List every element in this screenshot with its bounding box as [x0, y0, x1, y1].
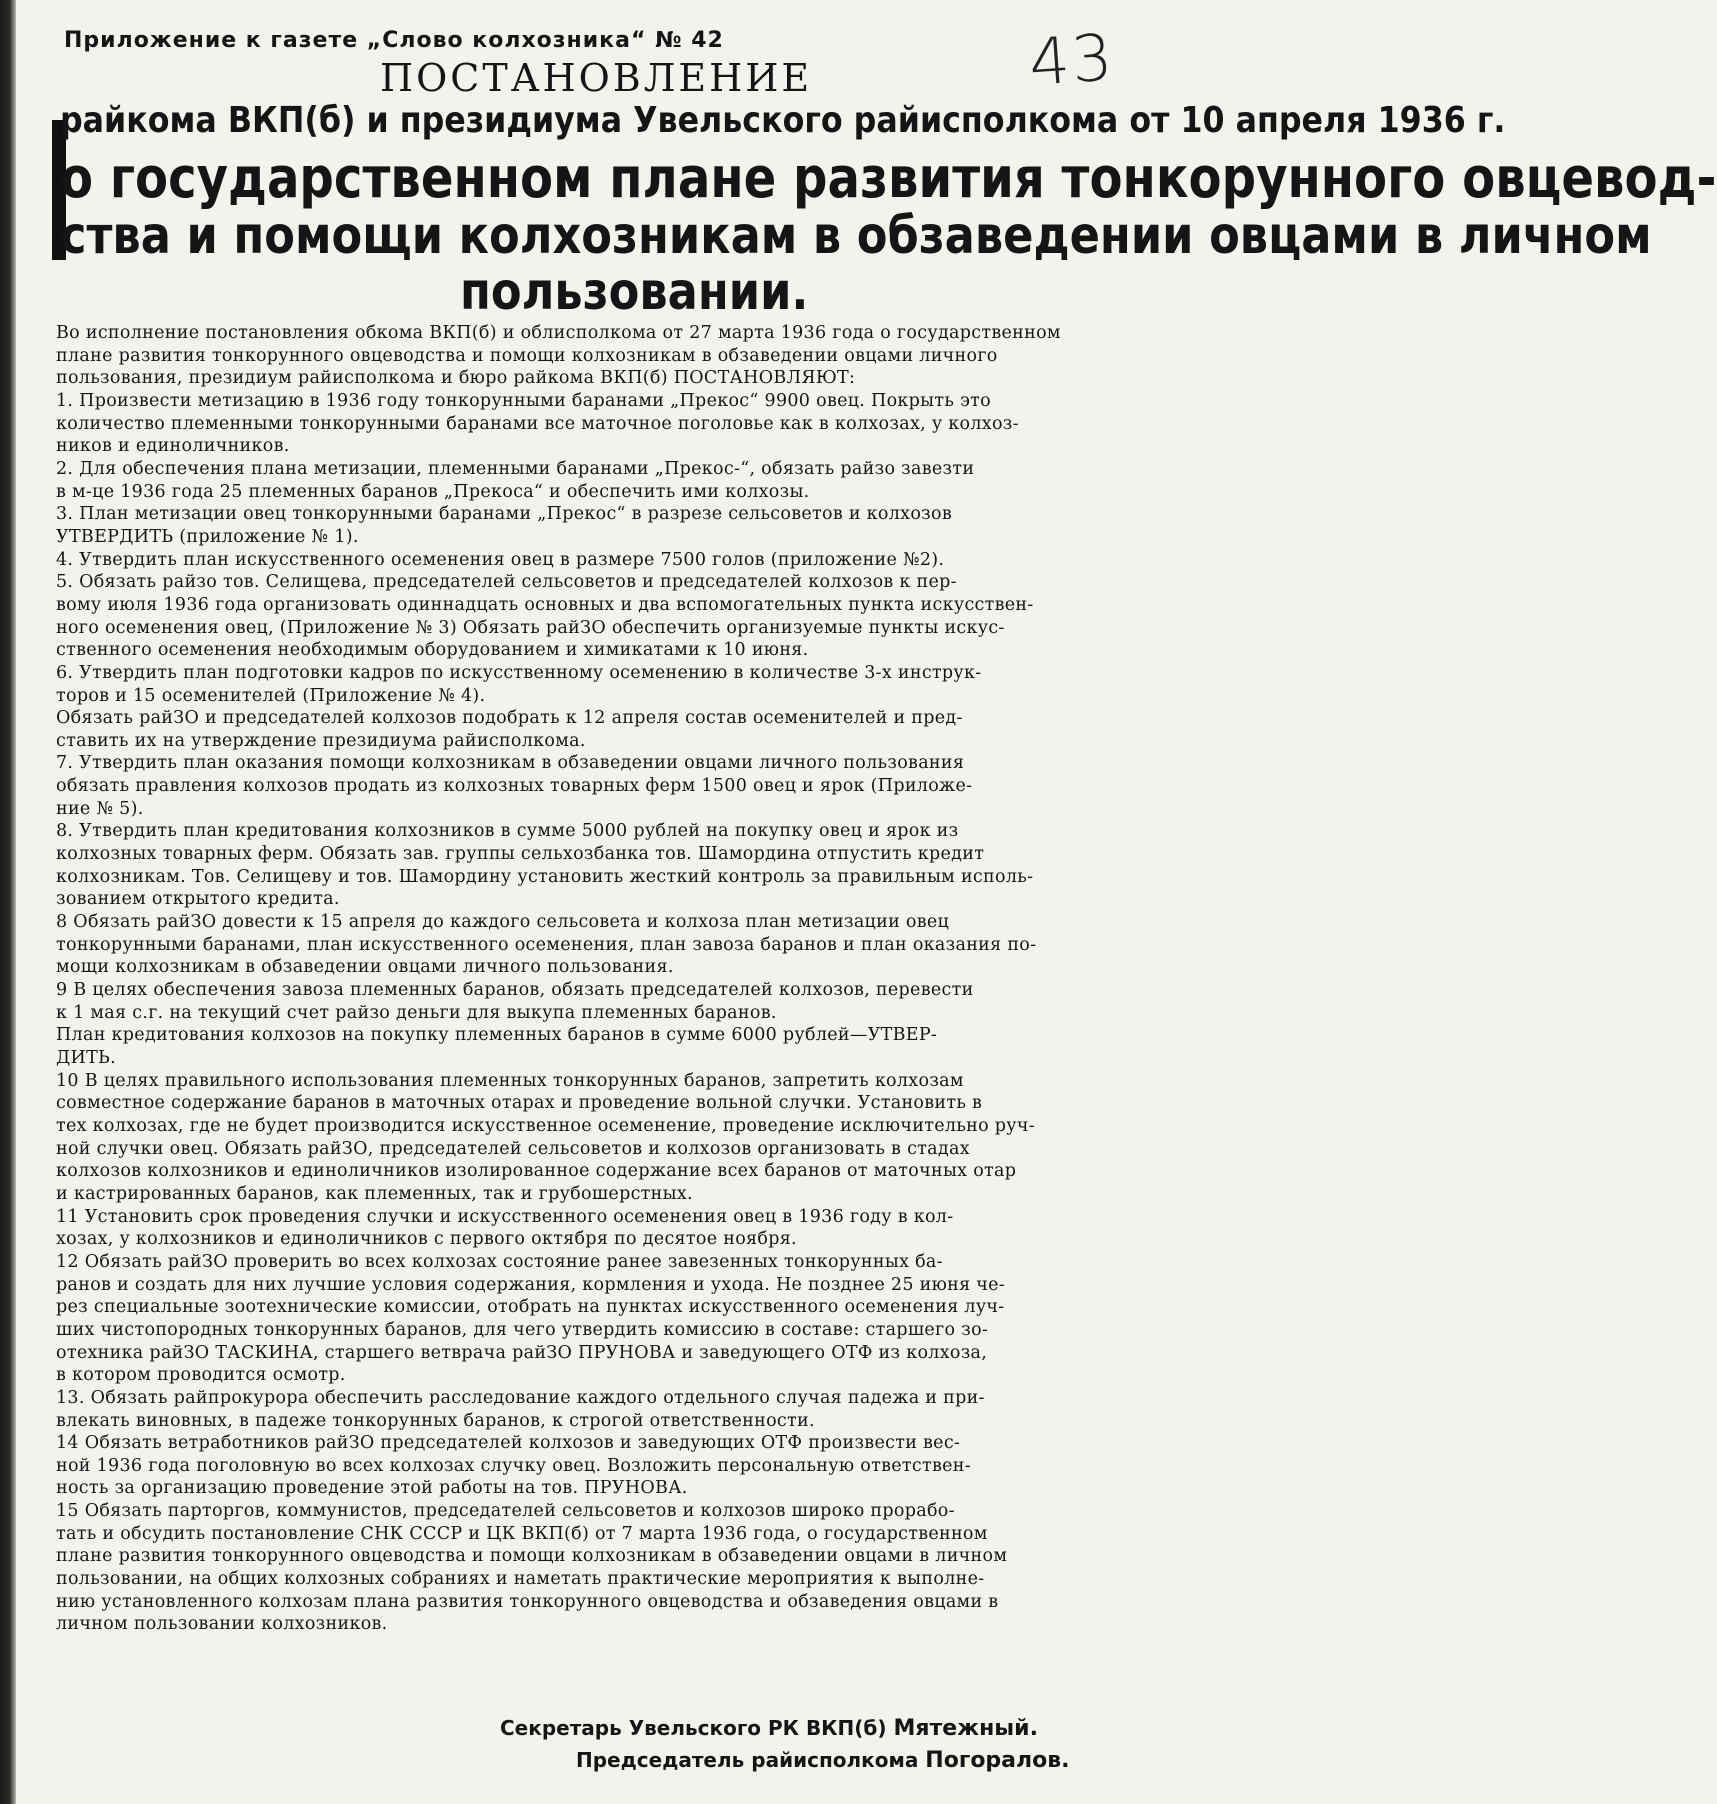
body-line: тонкорунными баранами, план искусственного осеменения, план завоза баранов и план оказания по- [56, 934, 1037, 955]
body-line: пользовании, на общих колхозных собраниях и наметать практические мероприятия к выполне- [56, 1569, 985, 1590]
body-line: колхозных товарных ферм. Обязать зав. группы сельхозбанка тов. Шамордина отпустить кредит [56, 844, 985, 865]
body-line: хозах, у колхозников и единоличников с первого октября по десятое ноября. [56, 1229, 797, 1250]
body-line: плане развития тонкорунного овцеводства и помощи колхозникам в обзаведении овцами в личном [56, 1546, 1008, 1567]
body-line: 1. Произвести метизацию в 1936 году тонкорунными баранами „Прекос“ 9900 овец. Покрыть это [56, 390, 991, 411]
body-line: в м-це 1936 года 25 племенных баранов „Прекоса“ и обеспечить ими колхозы. [56, 481, 810, 502]
body-line: 8 Обязать райЗО довести к 15 апреля до каждого сельсовета и колхоза план метизации овец [56, 912, 950, 933]
body-line: 8. Утвердить план кредитования колхозников в сумме 5000 рублей на покупку овец и ярок из [56, 821, 959, 842]
body-line: ственного осеменения необходимым оборудованием и химикатами к 10 июня. [56, 640, 809, 661]
body-line: ших чистопородных тонкорунных баранов, для чего утвердить комиссию в составе: старшего зо- [56, 1319, 989, 1340]
body-line: ной случки овец. Обязать райЗО, председателей сельсоветов и колхозов организовать в стадах [56, 1138, 970, 1159]
body-line: 5. Обязать райзо тов. Селищева, председателей сельсоветов и председателей колхозов к пер- [56, 572, 957, 593]
body-line: зованием открытого кредита. [56, 889, 340, 910]
body-line: 9 В целях обеспечения завоза племенных баранов, обязать председателей колхозов, перевести [56, 980, 974, 1001]
body-line: ДИТЬ. [56, 1048, 117, 1068]
body-line: 11 Установить срок проведения случки и искусственного осеменения овец в 1936 году в кол- [56, 1206, 954, 1227]
body-line: тех колхозах, где не будет производится искусственное осеменение, проведение исключительно руч- [56, 1115, 1035, 1136]
body-line: 12 Обязать райЗО проверить во всех колхозах состояние ранее завезенных тонкорунных ба- [56, 1251, 943, 1272]
body-line: в котором проводится осмотр. [56, 1365, 346, 1386]
body-line: 10 В целях правильного использования племенных тонкорунных баранов, запретить колхозам [56, 1070, 964, 1091]
body-line: количество племенными тонкорунными баранами все маточное поголовье как в колхозах, у колхоз- [56, 413, 1019, 434]
signature-secretary [500, 1716, 1038, 1741]
body-line: 13. Обязать райпрокурора обеспечить расследование каждого отдельного случая падежа и при- [56, 1387, 985, 1408]
body-line: ной 1936 года поголовную во всех колхозах случку овец. Возложить персональную ответствен- [56, 1455, 971, 1476]
body-line: торов и 15 осеменителей (Приложение № 4). [56, 685, 486, 706]
body-line: УТВЕРДИТЬ (приложение № 1). [56, 526, 359, 547]
signature-chairman [576, 1748, 1070, 1773]
body-line: ность за организацию проведение этой работы на тов. ПРУНОВА. [56, 1478, 688, 1499]
body-line: вому июля 1936 года организовать одиннадцать основных и два вспомогательных пункта искусствен- [56, 594, 1034, 615]
subject-line-2: ства и помощи колхозникам в обзаведении овцами в личном [60, 206, 1652, 266]
body-line: и кастрированных баранов, как племенных, так и грубошерстных. [56, 1183, 693, 1204]
body-line: плане развития тонкорунного овцеводства и помощи колхозникам в обзаведении овцами личного [56, 345, 998, 366]
body-line: 4. Утвердить план искусственного осеменения овец в размере 7500 голов (приложение №2). [56, 549, 945, 570]
body-line: 2. Для обеспечения плана метизации, племенными баранами „Прекос-“, обязать райзо завезти [56, 458, 975, 479]
body-line: 3. План метизации овец тонкорунными баранами „Прекос“ в разрезе сельсоветов и колхозов [56, 504, 953, 525]
body-line: тать и обсудить постановление СНК СССР и ЦК ВКП(б) от 7 марта 1936 года, о государственном [56, 1523, 988, 1544]
body-line: к 1 мая с.г. на текущий счет райзо деньги для выкупа племенных баранов. [56, 1002, 777, 1023]
signature-chairman-title: Председатель райисполкома [576, 1748, 919, 1772]
body-line: 14 Обязать ветработников райЗО председателей колхозов и заведующих ОТФ произвести вес- [56, 1433, 961, 1454]
body-line: отехника райЗО ТАСКИНА, старшего ветврача райЗО ПРУНОВА и заведующего ОТФ из колхоза, [56, 1342, 988, 1363]
signature-secretary-name: Мятежный. [893, 1716, 1038, 1741]
body-line: 6. Утвердить план подготовки кадров по искусственному осеменению в количестве 3-х инструк- [56, 662, 982, 683]
body-line: мощи колхозникам в обзаведении овцами личного пользования. [56, 957, 674, 978]
signature-secretary-title: Секретарь Увельского РК ВКП(б) [500, 1716, 887, 1740]
body-line: ние № 5). [56, 798, 144, 819]
signature-chairman-name: Погоралов. [925, 1748, 1070, 1773]
body-line: Обязать райЗО и председателей колхозов подобрать к 12 апреля состав осеменителей и пред- [56, 708, 963, 729]
decree-body [56, 322, 1136, 1636]
body-line: нию установленного колхозам плана развития тонкорунного овцеводства и обзаведения овцами в [56, 1591, 999, 1612]
body-line: ного осеменения овец, (Приложение № 3) Обязать райЗО обеспечить организуемые пункты искус- [56, 617, 1005, 638]
body-line: рез специальные зоотехнические комиссии, отобрать на пунктах искусственного осеменения луч- [56, 1297, 1005, 1318]
body-line: ставить их на утверждение президиума райисполкома. [56, 730, 586, 751]
body-line: ранов и создать для них лучшие условия содержания, кормления и ухода. Не позднее 25 июня че- [56, 1274, 1006, 1295]
subject-line-1: о государственном плане развития тонкорунного овцевод- [60, 146, 1717, 211]
body-line: Во исполнение постановления обкома ВКП(б) и облисполкома от 27 марта 1936 года о государственном [56, 323, 1061, 343]
subject-line-3: пользовании. [460, 262, 809, 322]
body-line: План кредитования колхозов на покупку племенных баранов в сумме 6000 рублей—УТВЕР- [56, 1025, 938, 1046]
body-line: ников и единоличников. [56, 436, 290, 457]
body-line: пользования, президиум райисполкома и бюро райкома ВКП(б) ПОСТАНОВЛЯЮТ: [56, 368, 856, 389]
body-line: обязать правления колхозов продать из колхозных товарных ферм 1500 овец и ярок (Приложе- [56, 776, 973, 797]
document-title: ПОСТАНОВЛЕНИЕ [380, 56, 813, 100]
handwritten-page-number: 43 [1026, 21, 1117, 101]
newspaper-supplement-line: Приложение к газете „Слово колхозника“ № 42 [64, 28, 724, 53]
body-line: колхозникам. Тов. Селищеву и тов. Шамордину установить жесткий контроль за правильным исполь- [56, 866, 1034, 887]
body-line: влекать виновных, в падеже тонкорунных баранов, к строгой ответственности. [56, 1410, 815, 1431]
scan-edge-shadow [0, 0, 16, 1804]
issuer-line: райкома ВКП(б) и президиума Увельского райисполкома от 10 апреля 1936 г. [60, 100, 1506, 141]
body-line: совместное содержание баранов в маточных отарах и проведение вольной случки. Установить в [56, 1093, 983, 1114]
body-line: 15 Обязать парторгов, коммунистов, председателей сельсоветов и колхозов широко прорабо- [56, 1501, 955, 1522]
body-line: личном пользовании колхозников. [56, 1614, 388, 1635]
body-line: 7. Утвердить план оказания помощи колхозникам в обзаведении овцами личного пользования [56, 753, 965, 774]
body-line: колхозов колхозников и единоличников изолированное содержание всех баранов от маточных отар [56, 1161, 1017, 1182]
